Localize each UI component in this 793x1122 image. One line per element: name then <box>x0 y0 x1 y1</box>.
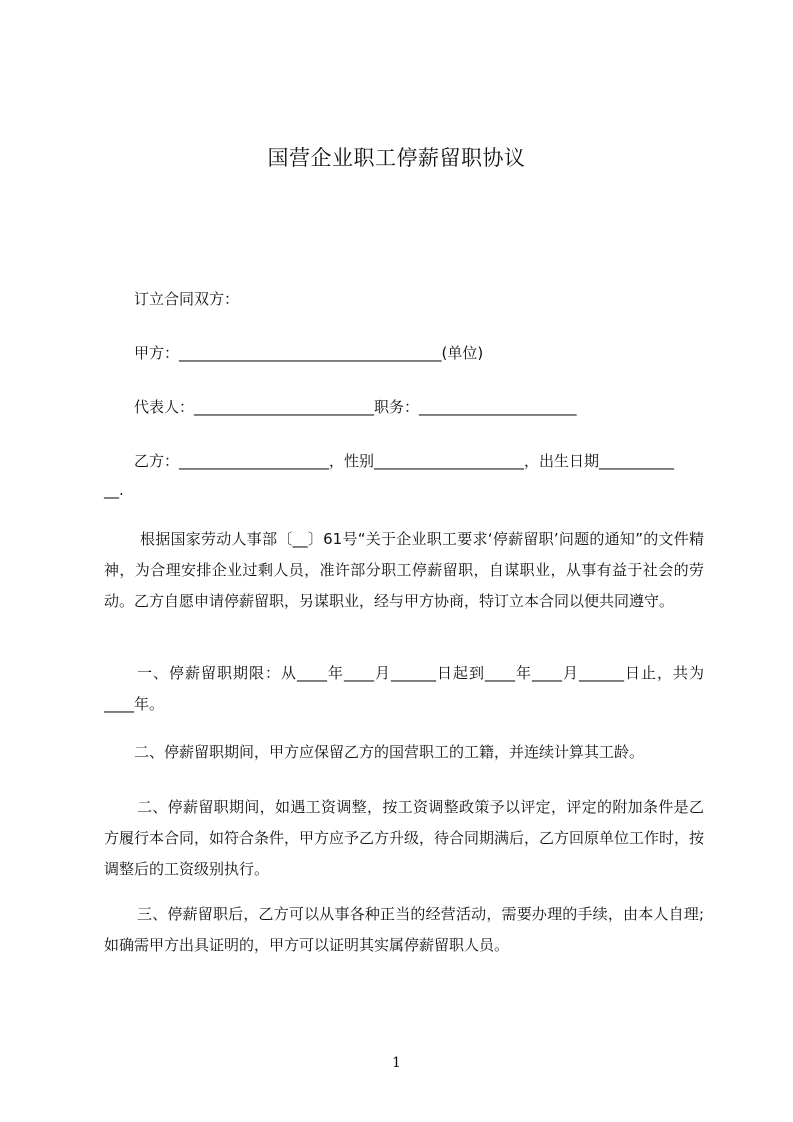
clause-2-wage-adjustment: 二、停薪留职期间，如遇工资调整，按工资调整政策予以评定，评定的附加条件是乙方履行本合同，如符合条件，甲方应予乙方升级，待合同期满后，乙方回原单位工作时，按调整后的工资级别执行。 <box>104 798 705 878</box>
page-number: 1 <box>392 1055 401 1071</box>
parties-heading: 订立合同双方： <box>134 290 240 308</box>
representative-line: 代表人：________________________职务：_____________________ <box>134 398 577 416</box>
party-b-line: 乙方：____________________，性别____________________，出生日期__________ <box>134 452 675 470</box>
preamble-paragraph: 根据国家劳动人事部〔__〕61号“关于企业职工要求‘停薪留职’问题的通知”的文件精神，为合理安排企业过剩人员，准许部分职工停薪留职，自谋职业，从事有益于社会的劳动。乙方自愿申请停薪留职，另谋职业，经与甲方协商，特订立本合同以便共同遵守。 <box>104 530 704 610</box>
document-title: 国营企业职工停薪留职协议 <box>267 146 526 170</box>
clause-2-employment-status: 二、停薪留职期间，甲方应保留乙方的国营职工的工籍，并连续计算其工龄。 <box>134 743 645 761</box>
party-a-line: 甲方：___________________________________(单位) <box>134 344 484 362</box>
clause-1-term: 一、停薪留职期限：从____年____月______日起到____年____月______日止，共为____年。 <box>104 664 704 713</box>
party-b-line-continued: __. <box>104 481 124 499</box>
clause-3-business-activities: 三、停薪留职后，乙方可以从事各种正当的经营活动，需要办理的手续，由本人自理;如确需甲方出具证明的，甲方可以证明其实属停薪留职人员。 <box>104 905 704 954</box>
